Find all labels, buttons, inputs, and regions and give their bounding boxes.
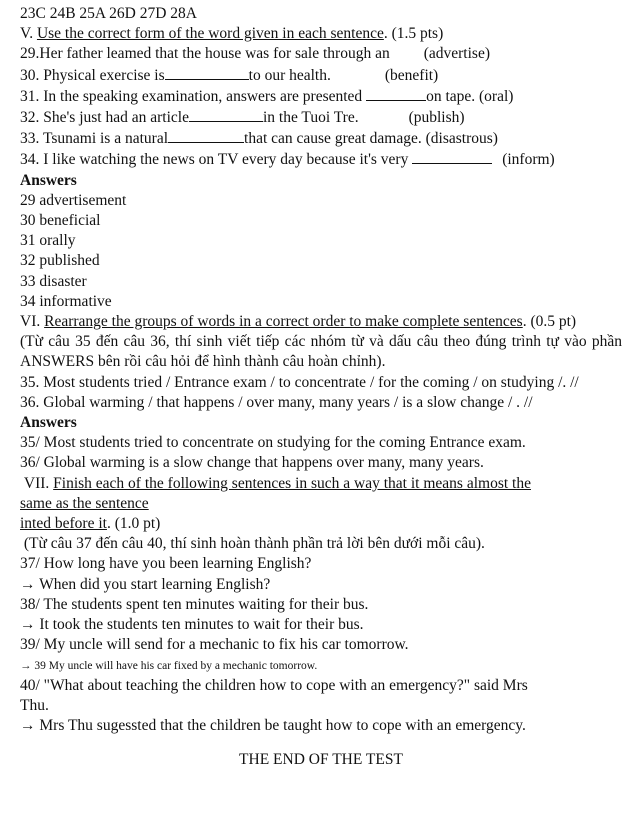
section-6-heading: VI. Rearrange the groups of words in a correct order to make complete sentences. (0.5 pt) xyxy=(20,313,577,331)
answer-33: 33 disaster xyxy=(20,272,87,290)
answers-heading-6: Answers xyxy=(20,414,77,432)
section-5-heading xyxy=(20,24,622,44)
answer-32: 32 published xyxy=(20,252,100,270)
section-7-instruction: (Từ câu 37 đến câu 40, thí sinh hoàn thành phần trả lời bên dưới mỗi câu). xyxy=(23,535,485,553)
question-29: 29.Her father leamed that the house was for sale through an (advertise) xyxy=(20,45,490,63)
answer-blank xyxy=(165,65,249,80)
question-31: 31. In the speaking examination, answers are presented on tape. (oral) xyxy=(20,87,514,105)
section-7-title-line3: inted before it xyxy=(20,515,107,533)
question-32: 32. She's just had an article in the Tuoi Tre. (publish) xyxy=(20,109,465,127)
section-6-title: Rearrange the groups of words in a correct order to make complete sentences xyxy=(44,313,523,331)
section-5-points: . (1.5 pts) xyxy=(383,25,444,43)
answer-key-top: 23C 24B 25A 26D 27D 28A xyxy=(20,5,197,22)
answer-39: → 39 My uncle will have his car fixed by a mechanic tomorrow. xyxy=(20,659,318,672)
section-5-title: Use the correct form of the word given in each sentence xyxy=(36,25,384,43)
answer-blank xyxy=(189,107,263,122)
answer-29: 29 advertisement xyxy=(20,191,127,209)
question-40-line2: Thu. xyxy=(20,696,49,714)
question-39: 39/ My uncle will send for a mechanic to fix his car tomorrow. xyxy=(20,636,409,654)
answer-35: 35/ Most students tried to concentrate on studying for the coming Entrance exam. xyxy=(20,434,526,452)
section-6-instruction: (Từ câu 35 đến câu 36, thí sinh viết tiếp các nhóm từ và dấu câu theo đúng trình tự vào phần ANSWERS bên rồi câu hỏi để hình thành câu hoàn chỉnh). xyxy=(20,333,622,371)
answer-blank xyxy=(412,149,492,164)
question-33: 33. Tsunami is a natural that can cause great damage. (disastrous) xyxy=(20,130,498,148)
section-7-title-line1: Finish each of the following sentences in such a way that it means almost the xyxy=(53,474,531,492)
section-5-number: V. xyxy=(20,25,34,43)
question-30: 30. Physical exercise is to our health. (benefit) xyxy=(20,66,439,84)
answer-40: → Mrs Thu sugessted that the children be taught how to cope with an emergency. xyxy=(20,717,526,735)
question-36: 36. Global warming / that happens / over many, many years / is a slow change / . // xyxy=(20,393,533,411)
answer-34: 34 informative xyxy=(20,292,112,310)
question-40-line1: 40/ "What about teaching the children how to cope with an emergency?" said Mrs xyxy=(20,676,528,694)
end-of-test: THE END OF THE TEST xyxy=(239,751,403,769)
answer-37: → When did you start learning English? xyxy=(20,575,271,593)
answer-38: → It took the students ten minutes to wait for their bus. xyxy=(20,616,364,634)
section-7-title-line2: same as the sentence xyxy=(20,494,149,512)
answer-blank xyxy=(168,128,244,143)
answer-31: 31 orally xyxy=(20,232,76,250)
question-34: 34. I like watching the news on TV every day because it's very (inform) xyxy=(20,151,555,169)
question-37: 37/ How long have you been learning English? xyxy=(20,555,312,573)
answer-36: 36/ Global warming is a slow change that happens over many, many years. xyxy=(20,454,484,472)
section-7-heading: VII. Finish each of the following sentences in such a way that it means almost the xyxy=(23,474,531,492)
answer-blank xyxy=(366,86,426,101)
answers-heading-5: Answers xyxy=(20,171,77,189)
question-35: 35. Most students tried / Entrance exam / to concentrate / for the coming / on studying /. // xyxy=(20,373,579,391)
section-6-points: (0.5 pt) xyxy=(530,313,577,331)
section-7-points: . (1.0 pt) xyxy=(106,515,161,533)
answer-30: 30 beneficial xyxy=(20,212,101,230)
question-38: 38/ The students spent ten minutes waiting for their bus. xyxy=(20,595,369,613)
